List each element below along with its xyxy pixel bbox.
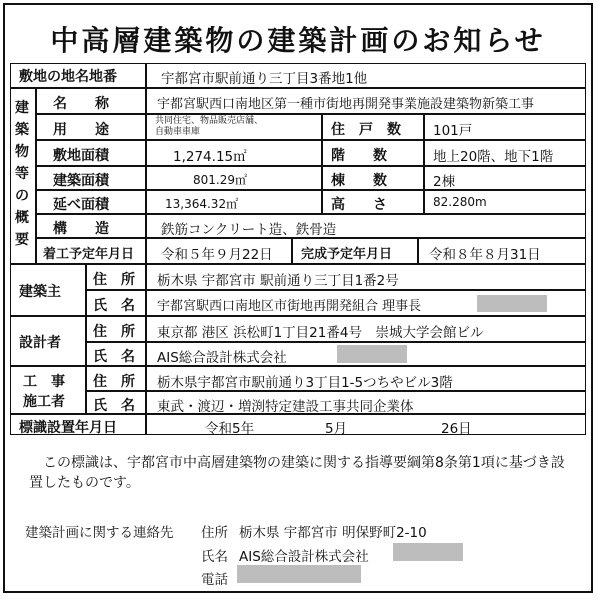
overview-section-label: 建築物等の概要 [15, 100, 29, 248]
dwelling-label: 住 戸 数 [331, 122, 401, 138]
floor-area-value: 13,364.32㎡ [165, 197, 239, 211]
site-area-value: 1,274.15㎡ [173, 149, 247, 165]
designer-address-label: 住 所 [93, 324, 135, 340]
owner-name-value: 宇都宮駅西口南地区市街地再開発組合 理事長 [157, 299, 422, 314]
sign-date-month: 5月 [325, 421, 348, 437]
contractor-name-label: 氏 名 [93, 398, 135, 414]
col-divider [145, 263, 147, 413]
notice-text: この標識は、宇都宮市中高層建築物の建築に関する指導要綱第8条第1項に基づき設置したものです。 [29, 455, 565, 491]
col-divider [145, 413, 147, 435]
building-area-label: 建築面積 [53, 173, 109, 189]
complete-value: 令和８年８月31日 [429, 247, 541, 263]
row-divider [10, 315, 586, 317]
name-value: 宇都宮駅西口南地区第一種市街地再開発事業施設建築物新築工事 [157, 97, 535, 112]
col-divider [145, 87, 147, 263]
name-label: 名 称 [53, 96, 109, 112]
row-divider [35, 165, 586, 167]
start-value: 令和５年９月22日 [161, 247, 273, 263]
use-label: 用 途 [53, 122, 109, 138]
row-divider [35, 189, 586, 191]
sign-date-era: 令和5年 [205, 421, 255, 437]
contact-address-label: 住所 [201, 525, 228, 541]
buildings-value: 2棟 [433, 174, 456, 190]
start-label: 着工予定年月日 [43, 247, 135, 262]
designer-name-label: 氏 名 [93, 349, 135, 365]
structure-label: 構 造 [53, 221, 109, 237]
contact-label: 建築計画に関する連絡先 [25, 525, 174, 541]
row-divider [85, 341, 586, 343]
buildings-label: 棟 数 [331, 173, 387, 189]
designer-name-value: AIS総合設計株式会社 [157, 350, 287, 366]
contractor-section-label-1: 工 事 [23, 374, 65, 390]
complete-label: 完成予定年月日 [301, 247, 393, 262]
contractor-name-value: 東武・渡辺・増渕特定建設工事共同企業体 [157, 399, 414, 415]
col-divider [321, 113, 323, 213]
sign-date-day: 26日 [441, 421, 472, 437]
designer-section-label: 設計者 [19, 335, 61, 351]
designer-address-value: 東京都 港区 浜松町1丁目21番4号 崇城大学会館ビル [157, 325, 484, 341]
row-divider [85, 289, 586, 291]
structure-value: 鉄筋コンクリート造、鉄骨造 [161, 222, 337, 238]
owner-section-label: 建築主 [19, 284, 61, 300]
redacted-name-block [337, 345, 407, 363]
col-divider [417, 237, 419, 263]
redacted-name-block [393, 543, 463, 561]
contact-name-label: 氏名 [201, 549, 228, 565]
owner-address-label: 住 所 [93, 272, 135, 288]
contact-phone-label: 電話 [201, 572, 228, 588]
contractor-address-label: 住 所 [93, 374, 135, 390]
dwelling-value: 101戸 [433, 123, 473, 139]
use-value-line2: 自動車車庫 [155, 127, 201, 137]
contractor-section-label-2: 施工者 [23, 394, 65, 410]
row-divider [10, 263, 586, 265]
site-label: 敷地の地名地番 [19, 69, 117, 85]
building-area-value: 801.29㎡ [193, 173, 247, 187]
col-divider [291, 237, 293, 263]
sign-date-label: 標識設置年月日 [19, 420, 117, 436]
site-value: 宇都宮市駅前通り三丁目3番地1他 [161, 71, 368, 87]
height-label: 高 さ [331, 197, 387, 213]
contact-address-value: 栃木県 宇都宮市 明保野町2-10 [239, 525, 427, 541]
floors-label: 階 数 [331, 148, 387, 164]
owner-name-label: 氏 名 [93, 298, 135, 314]
contractor-address-value: 栃木県宇都宮市駅前通り3丁目1-5つちやビル3階 [157, 375, 453, 391]
col-divider [423, 113, 425, 213]
floors-value: 地上20階、地下1階 [433, 149, 554, 165]
contact-name-value: AIS総合設計株式会社 [239, 549, 369, 565]
height-value: 82.280m [433, 195, 487, 209]
col-divider [85, 263, 87, 413]
row-divider [35, 139, 586, 141]
redacted-phone-block [237, 565, 361, 583]
row-divider [10, 87, 586, 89]
row-divider [35, 213, 586, 215]
use-value-line1: 共同住宅、物品販売店舗、 [155, 116, 264, 126]
col-divider [35, 87, 37, 263]
site-area-label: 敷地面積 [53, 148, 109, 164]
owner-address-value: 栃木県 宇都宮市 駅前通り三丁目1番2号 [157, 273, 399, 289]
notice-board [3, 3, 593, 593]
row-divider [35, 113, 586, 115]
col-divider [145, 63, 147, 87]
page-title: 中高層建築物の建築計画のお知らせ [50, 24, 546, 57]
floor-area-label: 延べ面積 [53, 197, 109, 213]
redacted-name-block [477, 295, 547, 312]
